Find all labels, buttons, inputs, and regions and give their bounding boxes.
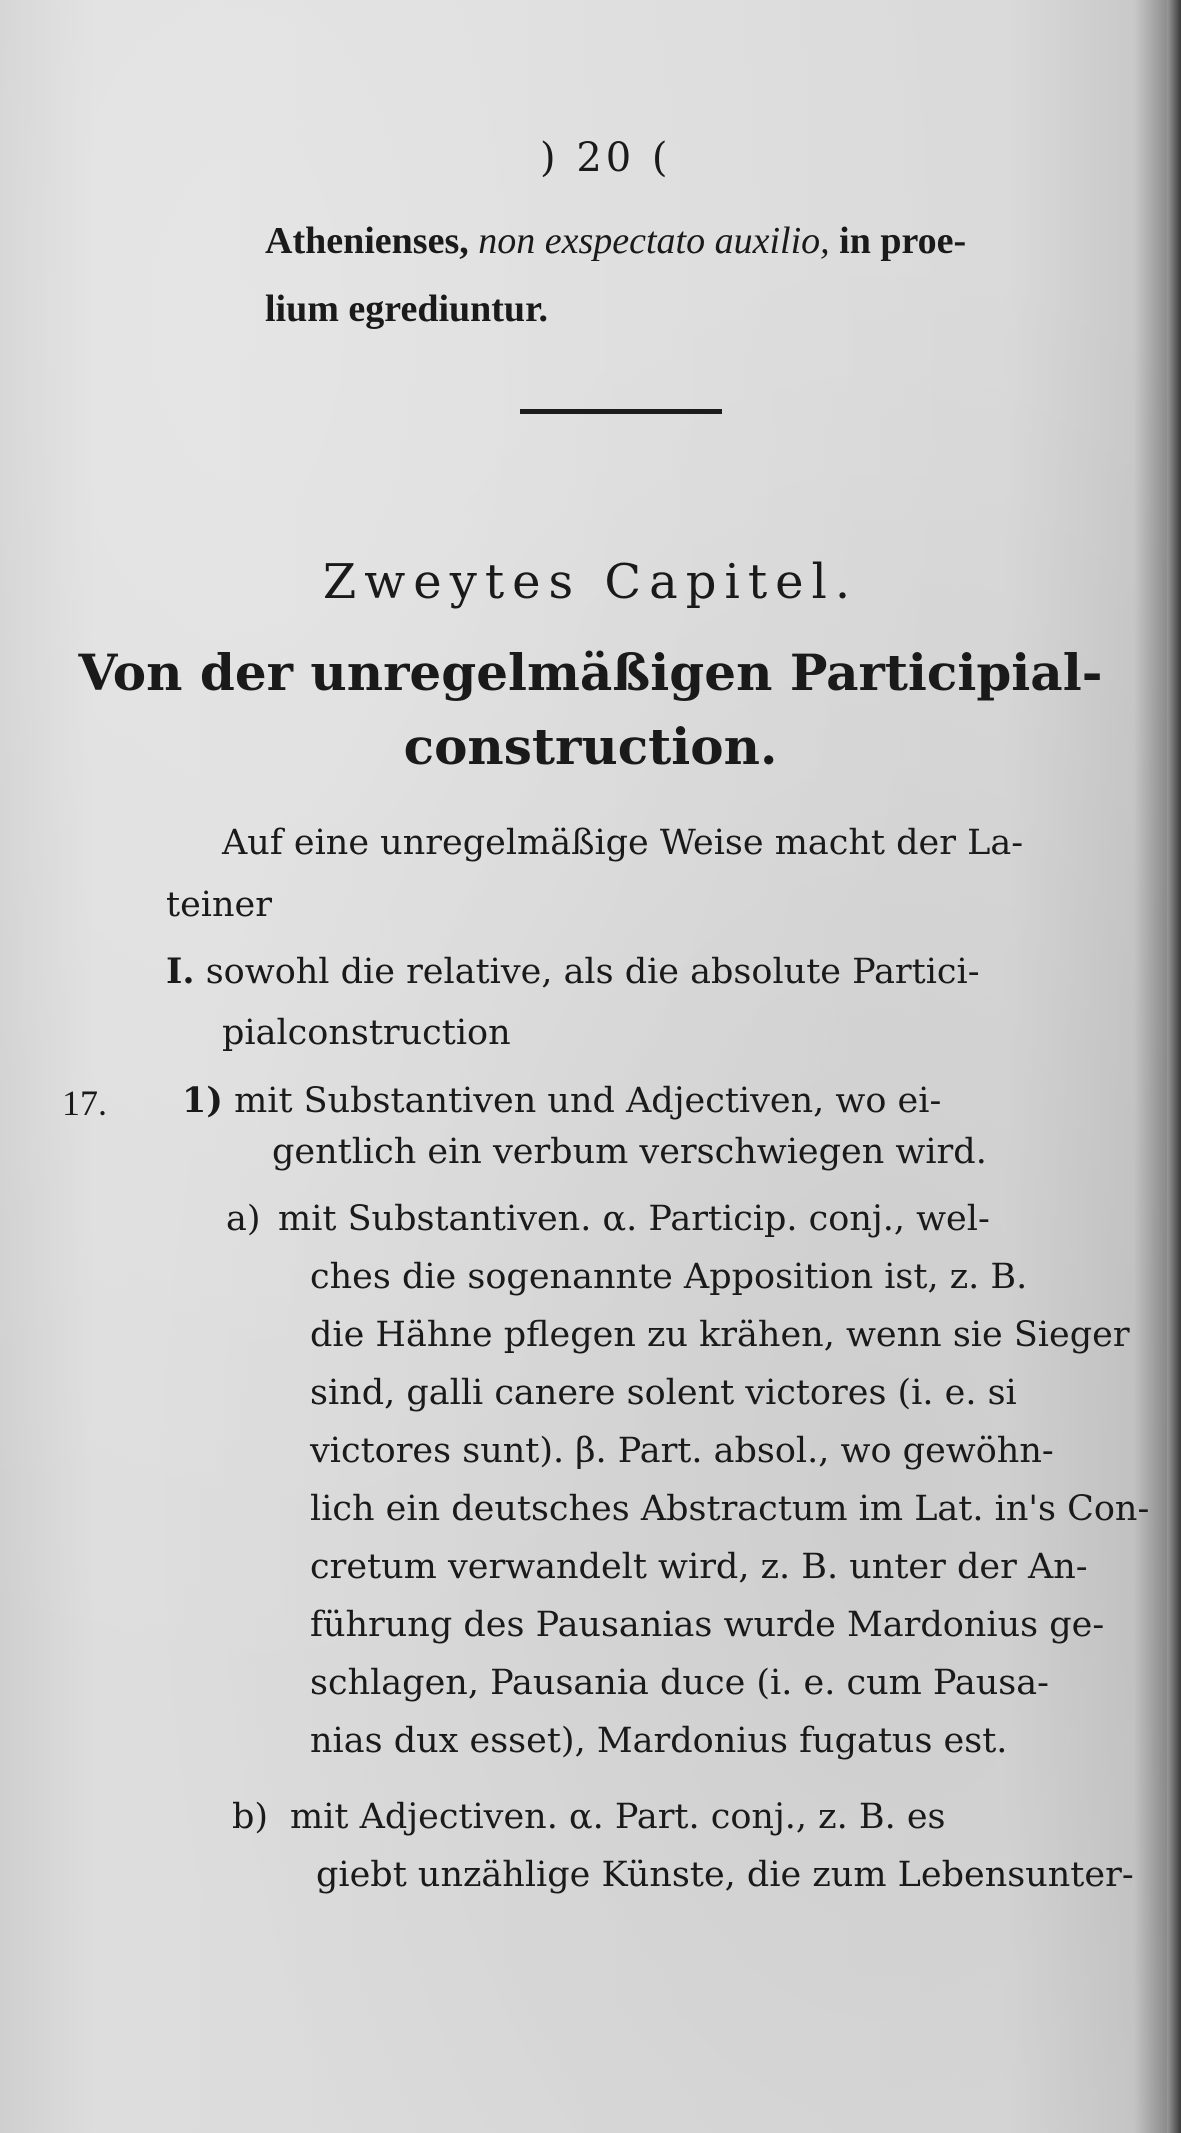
intro-continuation: in proe- bbox=[839, 220, 967, 262]
subsection-a-line: die Hähne pflegen zu krähen, wenn sie Sieger bbox=[310, 1315, 1130, 1355]
chapter-title-line-1: Von der unregelmäßigen Participial- bbox=[78, 643, 1103, 702]
chapter-heading: Zweytes Capitel. bbox=[322, 554, 859, 610]
subsection-a-line: führung des Pausanias wurde Mardonius ge- bbox=[310, 1605, 1105, 1645]
section-I-line-2: pialconstruction bbox=[222, 1013, 511, 1053]
section-I-line-1 bbox=[166, 951, 980, 992]
chapter-title-line-2: construction. bbox=[403, 717, 778, 776]
subsection-a-line: nias dux esset), Mardonius fugatus est. bbox=[310, 1721, 1008, 1761]
intro-subject: Athenienses, bbox=[265, 220, 469, 262]
subsection-b-line: giebt unzählige Künste, die zum Lebensunter- bbox=[316, 1855, 1134, 1895]
item-1-label: 1) bbox=[182, 1080, 223, 1121]
subsection-a-line: mit Substantiven. α. Particip. conj., wel- bbox=[278, 1199, 990, 1239]
subsection-b-label: b) bbox=[232, 1797, 269, 1837]
subsection-a-line: ches die sogenannte Apposition ist, z. B. bbox=[310, 1257, 1028, 1297]
item-1-line-2: gentlich ein verbum verschwiegen wird. bbox=[272, 1132, 987, 1172]
intro-line-2: lium egrediuntur. bbox=[265, 288, 548, 330]
subsection-a-line: schlagen, Pausania duce (i. e. cum Pausa- bbox=[310, 1663, 1049, 1703]
intro-line-1 bbox=[265, 222, 966, 260]
section-I-label: I. bbox=[166, 951, 195, 992]
paragraph-1-line-1: Auf eine unregelmäßige Weise macht der La- bbox=[222, 823, 1024, 863]
section-I-text: sowohl die relative, als die absolute Partici- bbox=[205, 952, 980, 992]
subsection-a-line: cretum verwandelt wird, z. B. unter der An- bbox=[310, 1547, 1088, 1587]
item-1-line-1 bbox=[182, 1080, 942, 1121]
subsection-a-line: victores sunt). β. Part. absol., wo gewöhn- bbox=[310, 1431, 1054, 1471]
subsection-a-label: a) bbox=[226, 1199, 261, 1239]
margin-number: 17. bbox=[62, 1083, 107, 1123]
section-divider bbox=[520, 409, 722, 414]
page-edge-shadow bbox=[1167, 0, 1181, 2133]
item-1-text: mit Substantiven und Adjectiven, wo ei- bbox=[234, 1081, 942, 1121]
subsection-a-line: sind, galli canere solent victores (i. e. si bbox=[310, 1373, 1017, 1413]
paragraph-1-line-2: teiner bbox=[166, 885, 272, 925]
subsection-a-line: lich ein deutsches Abstractum im Lat. in's Con- bbox=[310, 1489, 1150, 1529]
page-header: ) 20 ( bbox=[540, 135, 672, 181]
subsection-b-line: mit Adjectiven. α. Part. conj., z. B. es bbox=[290, 1797, 946, 1837]
intro-ablative: non exspectato auxilio, bbox=[478, 220, 830, 262]
